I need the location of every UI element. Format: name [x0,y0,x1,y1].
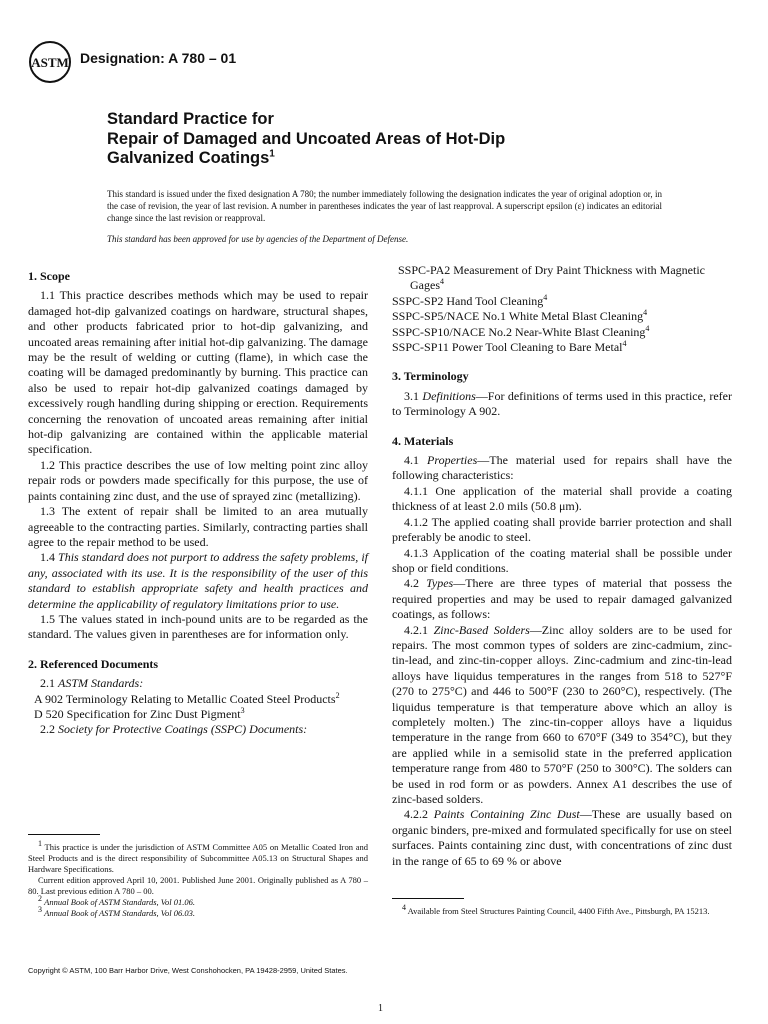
designation: Designation: A 780 – 01 [80,50,237,66]
paragraph-4-1: 4.1 Properties—The material used for repairs shall have the following characteristics: [392,453,732,483]
paragraph-4-1-1: 4.1.1 One application of the material shall provide a coating thickness of at least 2.0 mils (50.8 μm). [392,483,732,514]
section-heading: 3. Terminology [392,369,469,384]
footnotes-left [28,839,368,919]
title-line-2: Repair of Damaged and Uncoated Areas of Hot-Dip [107,129,506,148]
footnotes-right [392,903,732,917]
footnote-1: $^1$ This practice is under the jurisdiction of ASTM Committee A05 on Metallic Coated Iron and Steel Products and is the direct responsibility of Subcommittee A05.13 on Structural Shapes and Hardware Specifications. [28,839,368,874]
paragraph-1-1: 1.1 This practice describes methods which may be used to repair damaged hot-dip galvanized coatings on hardware, structural shapes, and other products fabricated prior to hot-dip galvanizing, and uncoated areas remaining after initial hot-dip galvanizing. The damage may be the result of welding or cutting (flame), in which case the coating will be damaged predominantly by burning. This practice can also be used to repair hot-dip galvanized coatings damaged by excessively rough handling during shipping or erection. Requirements concerning the renovation of uncoated areas remaining after initial hot-dip galvanizing are contained within the applicable material specification. [28,288,368,457]
reference-sspc-sp10: SSPC-SP10/NACE No.2 Near-White Blast Cleaning$^4$ [392,323,650,339]
paragraph-4-2: 4.2 Types—There are three types of material that possess the required properties and may be used to repair damaged galvanized coatings, as follows: [392,576,732,622]
reference-d520: D 520 Specification for Zinc Dust Pigment$^3$ [34,705,245,721]
paragraph-4-1-3: 4.1.3 Application of the coating material shall be possible under shop or field conditions. [392,545,732,575]
footnote-3: $^3$ Annual Book of ASTM Standards, Vol 06.03. [38,905,195,918]
paragraph-3-1: 3.1 Definitions—For definitions of terms used in this practice, refer to Terminology A 902. [392,388,733,419]
astm-logo [28,40,72,84]
footnote-ref: 1 [269,148,275,160]
left-column [28,263,368,738]
reference-sspc-sp11: SSPC-SP11 Power Tool Cleaning to Bare Metal$^4$ [392,339,627,355]
paragraph-1-4: 1.4 This standard does not purport to address the safety problems, if any, associated with its use. It is the responsibility of the user of this standard to establish appropriate safety and health practices and determine the applicability of regulatory limitations prior to use. [28,550,368,611]
logo-text: ASTM [31,55,69,70]
page-number: 1 [378,1003,383,1014]
copyright-line: Copyright © ASTM, 100 Barr Harbor Drive, West Conshohocken, PA 19428-2959, United States. [28,966,348,975]
issuance-note: This standard is issued under the fixed designation A 780; the number immediately following the designation indicates the year of original adoption or, in the case of revision, the year of last revision. A number in parentheses indicates the year of last reapproval. A superscript epsilon (ε) indicates an editorial change since the last revision or reapproval. [107,189,662,223]
reference-a902: A 902 Terminology Relating to Metallic Coated Steel Products$^2$ [34,690,340,706]
footnote-4: $^4$ Available from Steel Structures Painting Council, 4400 Fifth Ave., Pittsburgh, PA 15213. [402,903,710,916]
title-line-1: Standard Practice for [107,110,274,128]
footnote-rule [28,834,100,835]
reference-sspc-sp2: SSPC-SP2 Hand Tool Cleaning$^4$ [392,292,548,308]
title-line-3: Galvanized Coatings$^1$ [107,148,275,167]
paragraph-4-1-2: 4.1.2 The applied coating shall provide barrier protection and shall preferably be anodic to steel. [392,514,732,545]
footnote-2: $^2$ Annual Book of ASTM Standards, Vol 01.06. [38,894,195,907]
document-title [107,110,505,169]
paragraph-4-2-2: 4.2.2 Paints Containing Zinc Dust—These are usually based on organic binders, pre-mixed and formulated specifically for use on steel surfaces. Paints containing zinc dust, with concentrations of zinc dust in the range of 65 to 69 % or above [392,807,732,868]
paragraph-4-2-1: 4.2.1 Zinc-Based Solders—Zinc alloy solders are to be used for repairs. The most common types of solders are zinc-cadmium, zinc-tin-lead, and zinc-tin-copper alloys. Zinc-cadmium and zinc-tin-lead alloys have liquidus temperatures in the ranges from 518 to 527°F (270 to 275°C) and 446 to 500°F (230 to 260°C), respectively. (The liquidus temperature is that temperature above which an alloy is completely molten.) The zinc-tin-copper alloys have a liquidus temperature in the range from 660 to 670°F (349 to 354°C), but they are applied while in a semisolid state in the preferred application temperature range from 480 to 570°F (250 to 300°C). The solders can be used in rod form or as powders. Annex A1 describes the use of zinc-based solders. [392,622,732,806]
footnote-1b: Current edition approved April 10, 2001. Published June 2001. Originally published as A 780 – 80. Last previous edition A 780 – 00. [28,875,368,896]
section-heading: 4. Materials [392,433,454,448]
right-column [392,263,732,869]
paragraph-2-2: 2.2 Society for Protective Coatings (SSPC) Documents: [40,722,308,737]
paragraph-2-1: 2.1 ASTM Standards: [40,676,144,691]
reference-sspc-pa2: SSPC-PA2 Measurement of Dry Paint Thickness with Magnetic Gages$^4$ [398,263,705,293]
paragraph-1-3: 1.3 The extent of repair shall be limited to an area mutually agreeable to the contracting parties. Similarly, contracting parties shall agree to the repair method to be used. [28,504,368,549]
reference-sspc-sp5: SSPC-SP5/NACE No.1 White Metal Blast Cleaning$^4$ [392,308,648,324]
section-heading: 1. Scope [28,269,70,283]
footnote-rule [392,898,464,899]
paragraph-1-2: 1.2 This practice describes the use of low melting point zinc alloy repair rods or powders made specifically for this purpose, the use of paints containing zinc dust, and the use of sprayed zinc (metallizing). [28,457,368,503]
section-heading: 2. Referenced Documents [28,656,159,671]
dod-approval-note: This standard has been approved for use by agencies of the Department of Defense. [107,234,409,244]
paragraph-1-5: 1.5 The values stated in inch-pound units are to be regarded as the standard. The values given in parentheses are for information only. [28,611,368,642]
